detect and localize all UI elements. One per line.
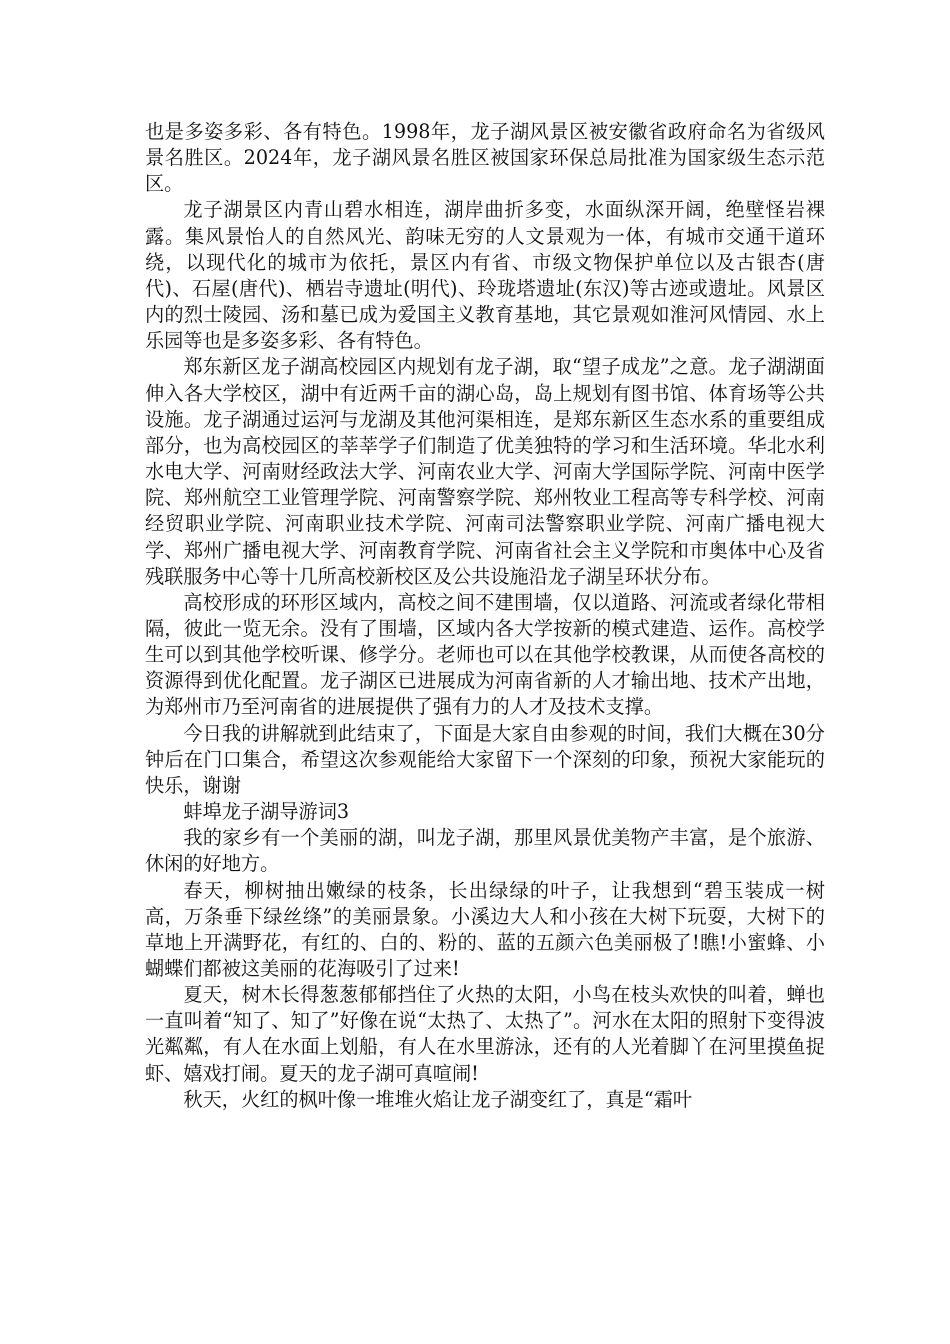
paragraph: 春天，柳树抽出嫩绿的枝条，长出绿绿的叶子，让我想到“碧玉装成一树高，万条垂下绿丝绦”的美丽景象。小溪边大人和小孩在大树下玩耍，大树下的草地上开满野花，有红的、白的、粉的、蓝的五颜六色美丽极了!瞧!小蜜蜂、小蝴蝶们都被这美丽的花海吸引了过来! [145,878,825,980]
paragraph: 我的家乡有一个美丽的湖，叫龙子湖，那里风景优美物产丰富，是个旅游、休闲的好地方。 [145,826,825,876]
paragraph: 高校形成的环形区域内，高校之间不建围墙，仅以道路、河流或者绿化带相隔，彼此一览无余。没有了围墙，区域内各大学按新的模式建造、运作。高校学生可以到其他学校听课、修学分。老师也可以在其他学校教课，从而使各高校的资源得到优化配置。龙子湖区已进展成为河南省新的人才输出地、技术产出地，为郑州市乃至河南省的进展提供了强有力的人才及技术支撑。 [145,590,825,719]
section-heading: 蚌埠龙子湖导游词3 [183,800,350,824]
paragraph: 龙子湖景区内青山碧水相连，湖岸曲折多变，水面纵深开阔，绝壁怪岩裸露。集风景怡人的自然风光、韵味无穷的人文景观为一体，有城市交通干道环绕，以现代化的城市为依托，景区内有省、市级文物保护单位以及古银杏(唐代)、石屋(唐代)、栖岩寺遗址(明代)、玲珑塔遗址(东汉)等古迹或遗址。风景区内的烈士陵园、汤和墓已成为爱国主义教育基地，其它景观如淮河风情园、水上乐园等也是多姿多彩、各有特色。 [145,198,825,353]
paragraph: 也是多姿多彩、各有特色。1998年，龙子湖风景区被安徽省政府命名为省级风景名胜区。2024年，龙子湖风景名胜区被国家环保总局批准为国家级生态示范区。 [145,120,825,196]
paragraph: 今日我的讲解就到此结束了，下面是大家自由参观的时间，我们大概在30分钟后在门口集合，希望这次参观能给大家留下一个深刻的印象，预祝大家能玩的快乐，谢谢 [145,721,825,797]
paragraph: 郑东新区龙子湖高校园区内规划有龙子湖，取“望子成龙”之意。龙子湖湖面伸入各大学校区，湖中有近两千亩的湖心岛，岛上规划有图书馆、体育场等公共设施。龙子湖通过运河与龙湖及其他河渠相连，是郑东新区生态水系的重要组成部分，也为高校园区的莘莘学子们制造了优美独特的学习和生活环境。华北水利水电大学、河南财经政法大学、河南农业大学、河南大学国际学院、河南中医学院、郑州航空工业管理学院、河南警察学院、郑州牧业工程高等专科学校、河南经贸职业学院、河南职业技术学院、河南司法警察职业学院、河南广播电视大学、郑州广播电视大学、河南教育学院、河南省社会主义学院和市奥体中心及省残联服务中心等十几所高校新校区及公共设施沿龙子湖呈环状分布。 [145,355,825,588]
paragraph: 夏天，树木长得葱葱郁郁挡住了火热的太阳，小鸟在枝头欢快的叫着，蝉也一直叫着“知了、知了”好像在说“太热了、太热了”。河水在太阳的照射下变得波光粼粼，有人在水面上划船，有人在水里游泳，还有的人光着脚丫在河里摸鱼捉虾、嬉戏打闹。夏天的龙子湖可真喧闹! [145,983,825,1085]
paragraph: 秋天，火红的枫叶像一堆堆火焰让龙子湖变红了，真是“霜叶 [183,1087,693,1111]
document-page [145,119,825,1113]
